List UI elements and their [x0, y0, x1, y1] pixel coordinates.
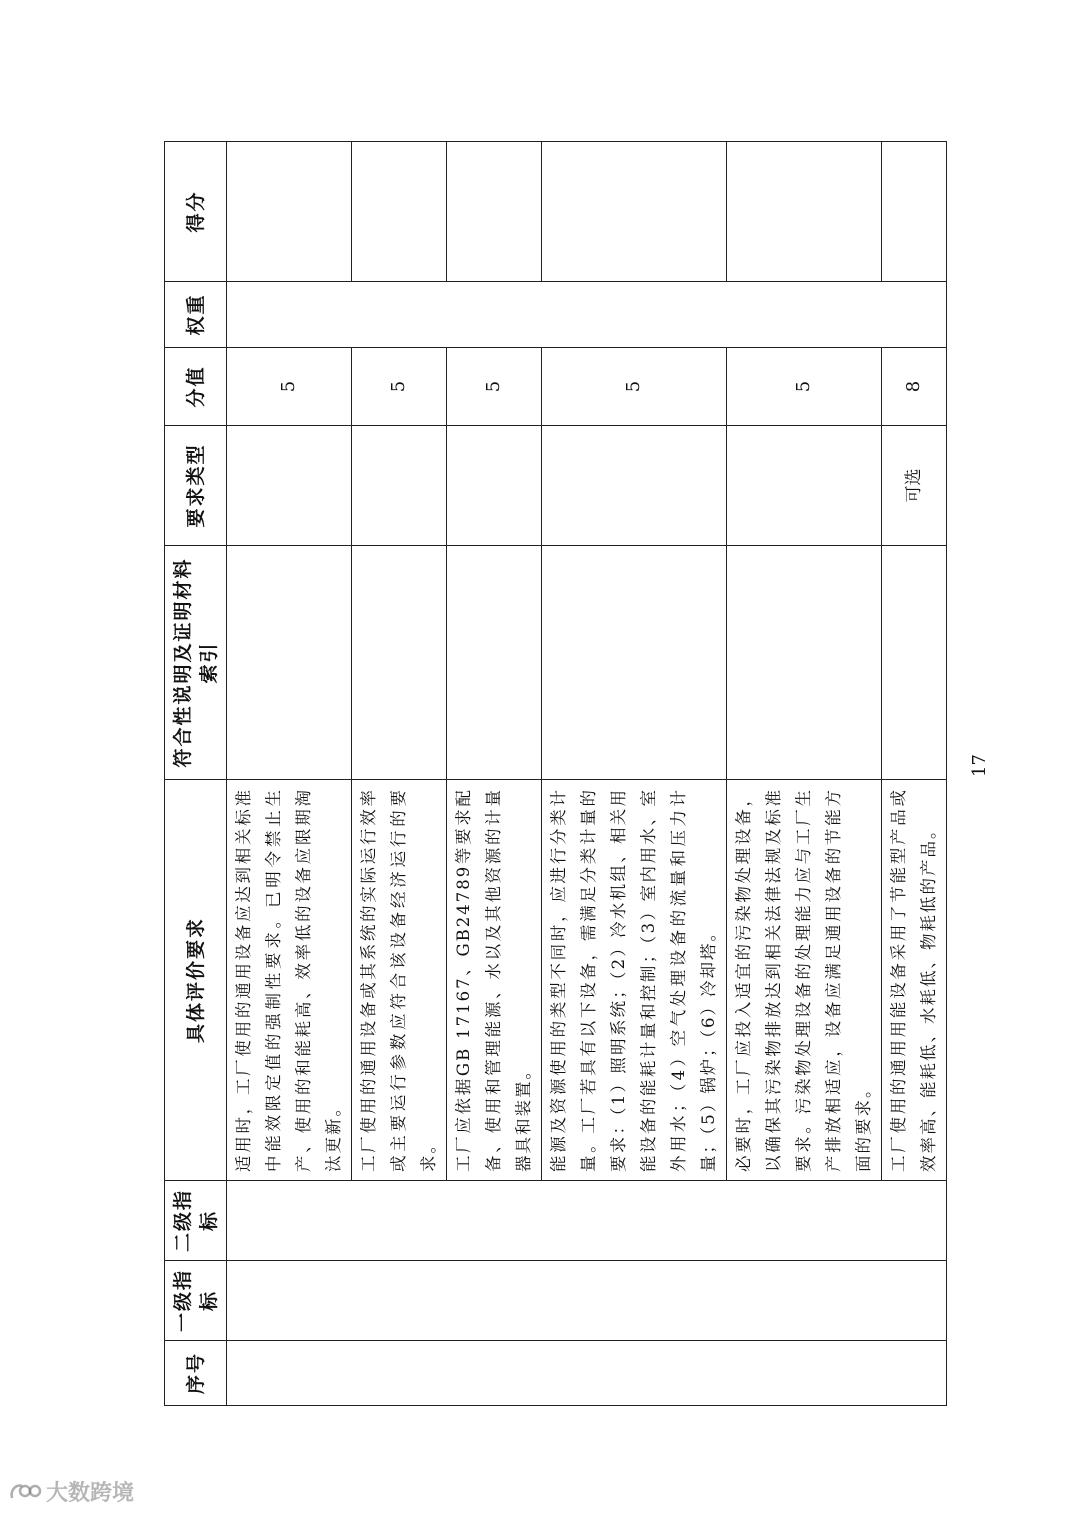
score-cell: 5	[727, 348, 882, 426]
requirement-cell: 必要时，工厂应投入适宜的污染物处理设备，以确保其污染物排放达到相关法律法规及标准要求。污染物处理设备的处理能力应与工厂生产排放相适应，设备应满足通用设备的节能方面的要求。	[727, 780, 882, 1181]
header-score: 分值	[165, 348, 227, 426]
table-header-row	[165, 142, 227, 1406]
req-type-cell	[227, 426, 352, 546]
result-cell	[352, 142, 447, 282]
evidence-cell	[542, 546, 727, 780]
header-requirement: 具体评价要求	[165, 780, 227, 1181]
requirement-cell: 适用时，工厂使用的通用设备应达到相关标准中能效限定值的强制性要求。已明令禁止生产、使用的和能耗高、效率低的设备应限期淘汰更新。	[227, 780, 352, 1181]
seq-cell	[227, 1341, 947, 1406]
watermark	[8, 1476, 134, 1506]
requirement-cell: 工厂使用的通用设备或其系统的实际运行效率或主要运行参数应符合该设备经济运行的要求。	[352, 780, 447, 1181]
result-cell	[542, 142, 727, 282]
level2-cell	[227, 1181, 947, 1261]
result-cell	[882, 142, 947, 282]
header-seq: 序号	[165, 1341, 227, 1406]
score-cell: 8	[882, 348, 947, 426]
score-cell: 5	[542, 348, 727, 426]
score-cell: 5	[352, 348, 447, 426]
score-cell: 5	[447, 348, 542, 426]
req-type-cell	[727, 426, 882, 546]
requirement-cell: 工厂应依据GB 17167、GB24789等要求配备、使用和管理能源、水以及其他资源的计量器具和装置。	[447, 780, 542, 1181]
req-type-cell	[542, 426, 727, 546]
table-row	[227, 142, 352, 1406]
page-number: 17	[969, 754, 990, 777]
header-level1: 一级指标	[165, 1261, 227, 1341]
evaluation-table	[164, 141, 947, 1406]
header-level2: 二级指标	[165, 1181, 227, 1261]
result-cell	[727, 142, 882, 282]
result-cell	[227, 142, 352, 282]
weight-cell	[227, 282, 947, 348]
req-type-cell	[352, 426, 447, 546]
level1-cell	[227, 1261, 947, 1341]
evidence-cell	[227, 546, 352, 780]
result-cell	[447, 142, 542, 282]
requirement-cell: 工厂使用的通用用能设备采用了节能型产品或效率高、能耗低、水耗低、物耗低的产品。	[882, 780, 947, 1181]
evidence-cell	[447, 546, 542, 780]
requirement-cell: 能源及资源使用的类型不同时，应进行分类计量。工厂若具有以下设备，需满足分类计量的要求：（1）照明系统；（2）冷水机组、相关用能设备的能耗计量和控制；（3）室内用水、室外用水；（4）空气处理设备的流量和压力计量；（5）锅炉；（6）冷却塔。	[542, 780, 727, 1181]
header-result: 得分	[165, 142, 227, 282]
header-req-type: 要求类型	[165, 426, 227, 546]
score-cell: 5	[227, 348, 352, 426]
header-evidence: 符合性说明及证明材料索引	[165, 546, 227, 780]
evidence-cell	[727, 546, 882, 780]
req-type-cell: 可选	[882, 426, 947, 546]
header-weight: 权重	[165, 282, 227, 348]
logo-icon	[8, 1480, 42, 1502]
evidence-cell	[352, 546, 447, 780]
req-type-cell	[447, 426, 542, 546]
watermark-text: 大数跨境	[46, 1480, 135, 1506]
rotated-page-content	[164, 142, 938, 1406]
evidence-cell	[882, 546, 947, 780]
